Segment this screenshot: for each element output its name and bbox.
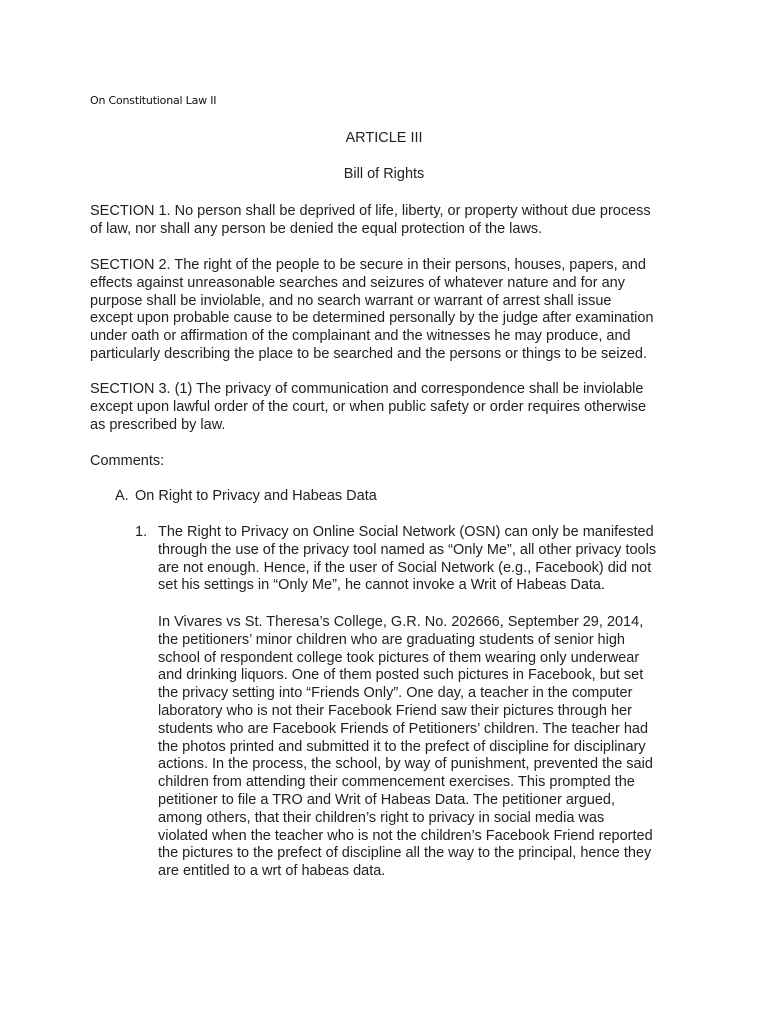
subheading-a [115,488,377,504]
subheading-marker: A. [115,488,129,504]
section-3-paragraph: SECTION 3. (1) The privacy of communication and correspondence shall be inviolable except upon lawful order of the court, or when public safety or order requires otherwise as prescribed by law. [90,381,647,433]
section-1-paragraph: SECTION 1. No person shall be deprived of life, liberty, or property without due process of law, nor shall any person be denied the equal protection of the laws. [90,203,651,237]
article-title: ARTICLE III [345,130,423,146]
list-item-text: The Right to Privacy on Online Social Network (OSN) can only be manifested through the use of the privacy tool named as “Only Me”, all other privacy tools are not enough. Hence, if the user of Social Network (e.g., Facebook) did not set his settings in “Only Me”, he cannot invoke a Writ of Habeas Data. [158,524,657,594]
header-note: On Constitutional Law II [90,94,217,107]
section-2-paragraph: SECTION 2. The right of the people to be secure in their persons, houses, papers, and effects against unreasonable searches and seizures of whatever nature and for any purpose shall be inviolable, and no search warrant or warrant of arrest shall issue except upon probable cause to be determined personally by the judge after examination under oath or affirmation of the complainant and the witnesses he may produce, and particularly describing the place to be searched and the persons or things to be seized. [90,257,654,362]
list-item-marker: 1. [135,524,148,540]
subheading-text: On Right to Privacy and Habeas Data [135,488,377,504]
article-subtitle: Bill of Rights [343,166,425,182]
comments-label: Comments: [90,453,165,469]
case-paragraph: In Vivares vs St. Theresa’s College, G.R. No. 202666, September 29, 2014, the petitioners’ minor children who are graduating students of senior high school of respondent college took pictures of them wearing only underwear and drinking liquors. One of them posted such pictures in Facebook, but set the privacy setting into “Friends Only”. One day, a teacher in the computer laboratory who is not their Facebook Friend saw their pictures through her students who are Facebook Friends of Petitioners’ children. The teacher had the photos printed and submitted it to the prefect of discipline for disciplinary actions. In the process, the school, by way of punishment, prevented the said children from attending their commencement exercises. This prompted the petitioner to file a TRO and Writ of Habeas Data. The petitioner argued, among others, that their children’s right to privacy in social media was violated when the teacher who is not the children’s Facebook Friend reported the pictures to the prefect of discipline all the way to the principal, hence they are entitled to a wrt of habeas data. [158,614,653,880]
